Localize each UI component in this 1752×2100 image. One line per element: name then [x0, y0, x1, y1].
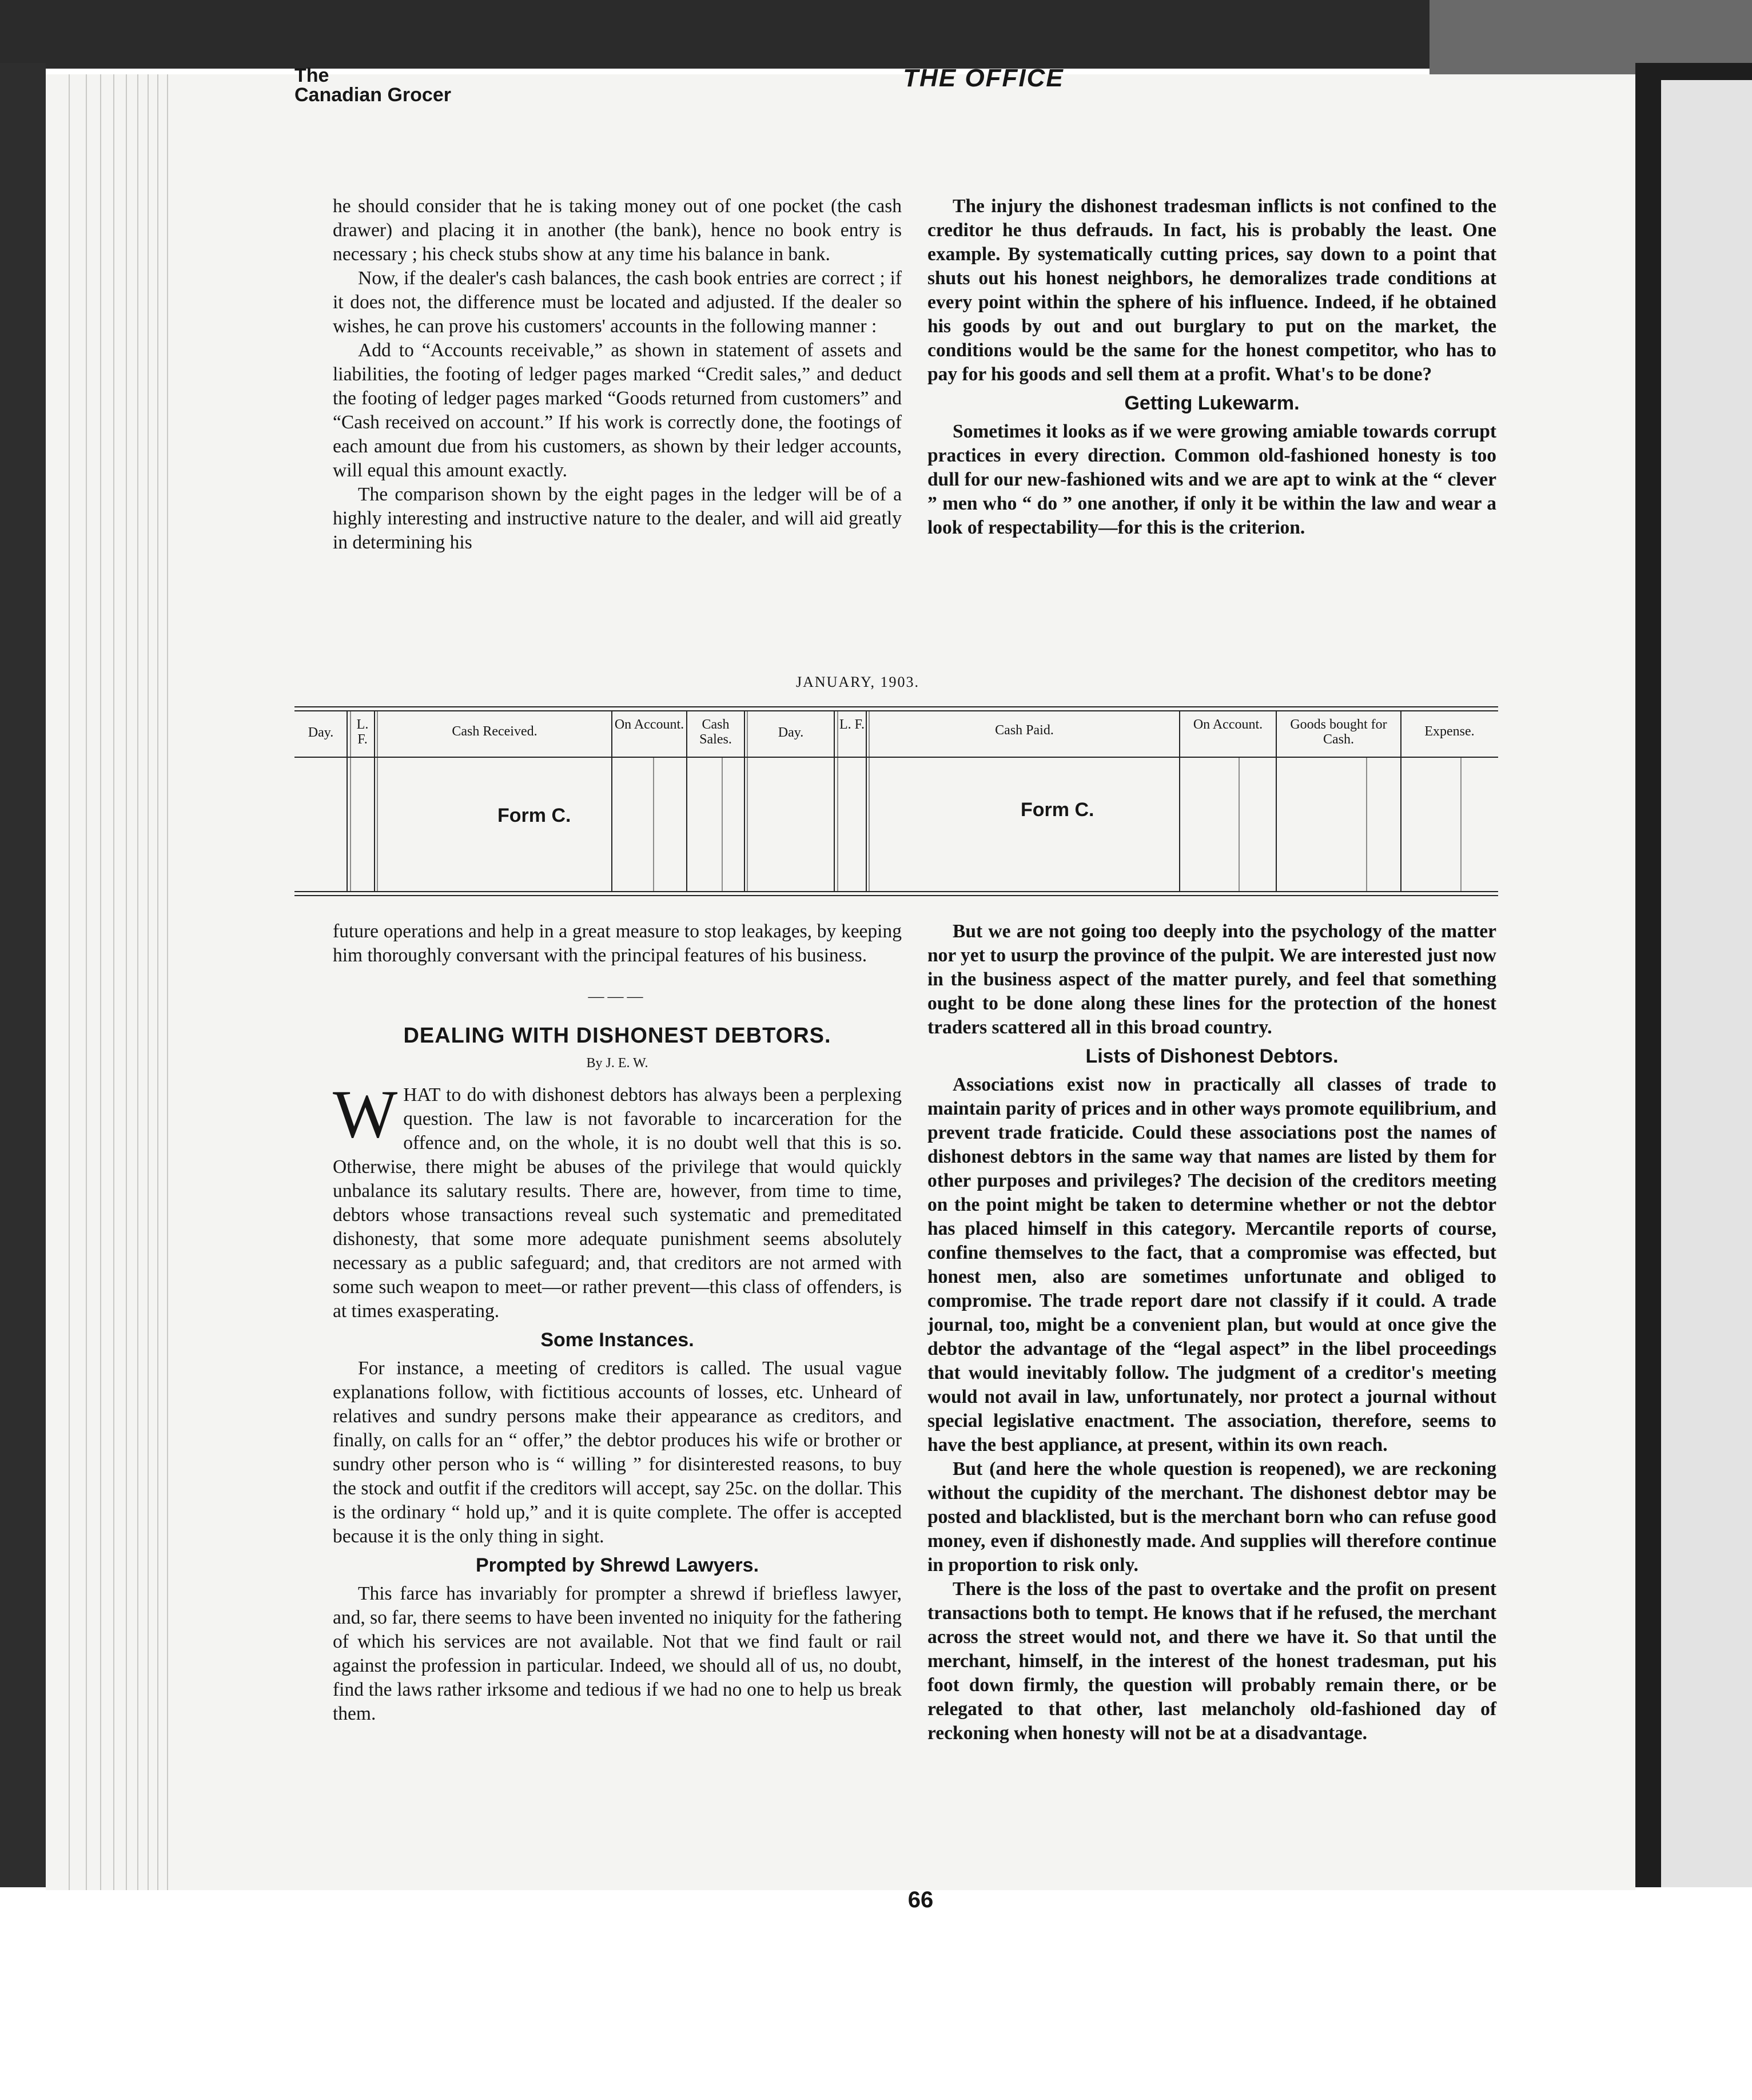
header-on-account: On Account. — [614, 717, 684, 732]
header-cash-received: Cash Received. — [452, 724, 537, 739]
form-caption: JANUARY, 1903. — [795, 674, 920, 690]
scan-border-left — [0, 63, 46, 2100]
page-number: 66 — [907, 1887, 934, 1912]
subheading: Getting Lukewarm. — [1124, 392, 1300, 414]
separator-rule: ——— — [588, 988, 647, 1005]
paragraph: For instance, a meeting of creditors is called. The usual vague explanations follow, with fictitious accounts of losses, etc. Unheard of relatives and sundry persons make their appearance as creditors, and finally, on calls for an “ offer,” the debtor produces his wife or brother or sundry other person who is “ willing ” for disinterested reasons, to buy the stock and outfit if the creditors will accept, say 25c. on the dollar. This is the ordinary “ hold up,” and it is quite complete. The offer is accepted because it is the only thing in sight. — [333, 1358, 902, 1547]
subheading: Lists of Dishonest Debtors. — [1085, 1045, 1339, 1067]
adjacent-page-edge — [1661, 80, 1752, 2100]
publication-line-2: Canadian Grocer — [294, 84, 451, 106]
drop-cap: W — [333, 1076, 398, 1152]
intro-text: HAT to do with dishonest debtors has always been a perplexing question. The law is not favorable to incarceration for the offence and, on the whole, it is no doubt well that this is so. Otherwise, there might be abuses of the privilege that would quickly unbalance its salutary results. There are, however, from time to time, debtors whose transactions reveal such systematic and premeditated dishonesty, that some more adequate punishment seems absolutely necessary as a public safeguard; and, that creditors are not armed with some such weapon to meet—or rather prevent—this class of offenders, is at times exasperating. — [333, 1084, 902, 1322]
left-column-bottom — [333, 920, 902, 1726]
paragraph: Sometimes it looks as if we were growing amiable towards corrupt practices in every direction. Common old-fashioned honesty is too dull for our new-fashioned wits and we are apt to wink at the “ clever ” men who “ do ” one another, if only it be within the law and wear a look of respectability—for this is the criterion. — [927, 421, 1496, 538]
page-edges — [46, 74, 194, 1890]
left-column-top — [333, 194, 902, 555]
paragraph: Now, if the dealer's cash balances, the cash book entries are correct ; if it does not, the difference must be located and adjusted. If the dealer so wishes, he can prove his customers' accounts in the following manner : — [333, 268, 902, 337]
scan-border-bottom — [0, 1887, 1752, 2100]
paragraph: The injury the dishonest tradesman inflicts is not confined to the creditor he thus defrauds. In fact, his is probably the least. One example. By systematically cutting prices, say down to a point that shuts out his honest neighbors, he demoralizes trade conditions at every point within the sphere of his influence. Indeed, if he obtained his goods by out and out burglary to put on the market, the conditions would be the same for the honest competitor, who has to pay for his goods and sell them at a profit. What's to be done? — [927, 196, 1496, 385]
paragraph: This farce has invariably for prompter a shrewd if briefless lawyer, and, so far, there seems to have been invented no iniquity for the fathering of which his services are not available. Not that we find fault or rail against the profession in particular. Indeed, we should all of us, no doubt, find the laws rather irksome and tedious if we had no one to help us break them. — [333, 1583, 902, 1724]
header-day: Day. — [778, 725, 804, 740]
header-ledger-folio: L. F. — [839, 717, 865, 732]
subheading: Some Instances. — [540, 1329, 694, 1351]
header-ledger-folio: L. F. — [356, 717, 369, 747]
paragraph: The comparison shown by the eight pages in the ledger will be of a highly interesting and instructive nature to the dealer, and will aid greatly in determining his — [333, 484, 902, 553]
right-column-top — [927, 194, 1496, 540]
paragraph: future operations and help in a great measure to stop leakages, by keeping him thoroughly conversant with the principal features of his business. — [333, 921, 902, 966]
header-cash-sales: Cash Sales. — [699, 717, 732, 747]
cash-book-form — [294, 705, 1498, 902]
paragraph: Add to “Accounts receivable,” as shown in statement of assets and liabilities, the footing of ledger pages marked “Credit sales,” and deduct the footing of ledger pages marked “Goods returned from customers” and “Cash received on account.” If his work is correctly done, the footings of each amount due from his customers, as shown by their ledger accounts, will equal this amount exactly. — [333, 340, 902, 481]
paragraph: he should consider that he is taking money out of one pocket (the cash drawer) and placing it in another (the bank), hence no book entry is necessary ; his check stubs show at any time his balance in bank. — [333, 196, 902, 265]
section-title: THE OFFICE — [903, 64, 1064, 92]
intro-paragraph — [333, 1076, 902, 1323]
subheading: Prompted by Shrewd Lawyers. — [475, 1554, 759, 1576]
header-expense: Expense. — [1424, 724, 1475, 739]
header-cash-paid: Cash Paid. — [995, 723, 1054, 738]
header-on-account: On Account. — [1193, 717, 1263, 732]
header-goods-bought: Goods bought for Cash. — [1290, 717, 1387, 747]
publication-line-1: The — [294, 65, 329, 86]
byline: By J. E. W. — [586, 1056, 648, 1071]
header-day: Day. — [308, 725, 334, 740]
paragraph: There is the loss of the past to overtake and the profit on present transactions both to tempt. He knows that if he refused, the merchant across the street would not, and there we have it. So that until the merchant, himself, in the interest of the honest tradesman, put his foot down firmly, the question will probably remain there, or be relegated to that other, last melancholy old-fashioned day of reckoning when honesty will not be at a disadvantage. — [927, 1578, 1496, 1744]
form-label-left: Form C. — [497, 805, 571, 826]
paragraph: But we are not going too deeply into the psychology of the matter nor yet to usurp the province of the pulpit. We are interested just now in the business aspect of the matter purely, and feel that something ought to be done along these lines for the protection of the honest traders scattered all in this broad country. — [927, 921, 1496, 1038]
article-title: DEALING WITH DISHONEST DEBTORS. — [403, 1024, 831, 1048]
form-label-right: Form C. — [1021, 799, 1094, 821]
right-column-bottom — [927, 920, 1496, 1745]
publication-name — [294, 66, 592, 105]
paragraph: Associations exist now in practically all classes of trade to maintain parity of prices and in other ways promote equilibrium, and prevent trade fraticide. Could these associations post the names of dishonest debtors in the same way that names are listed by them for other purposes and privileges? The decision of the creditors meeting on the point might be taken to determine whether or not the debtor has placed himself in this category. Mercantile reports of course, confine themselves to the fact, that a compromise was effected, but honest men, also are sometimes unfortunate and obliged to compromise. The trade report dare not classify if it could. A trade journal, too, might be a convenient plan, but would at once give the debtor the advantage of the “legal aspect” in the libel proceedings that would inevitably follow. The judgment of a creditor's meeting would not avail in law, unfortunately, nor protect a journal without special legislative enactment. The association, therefore, seems to have the best appliance, at present, within its own reach. — [927, 1074, 1496, 1455]
paragraph: But (and here the whole question is reopened), we are reckoning without the cupidity of the merchant. The dishonest debtor may be posted and blacklisted, but is the merchant born who can refuse good money, even if dishonestly made. And supplies will therefore continue in proportion to risk only. — [927, 1458, 1496, 1576]
